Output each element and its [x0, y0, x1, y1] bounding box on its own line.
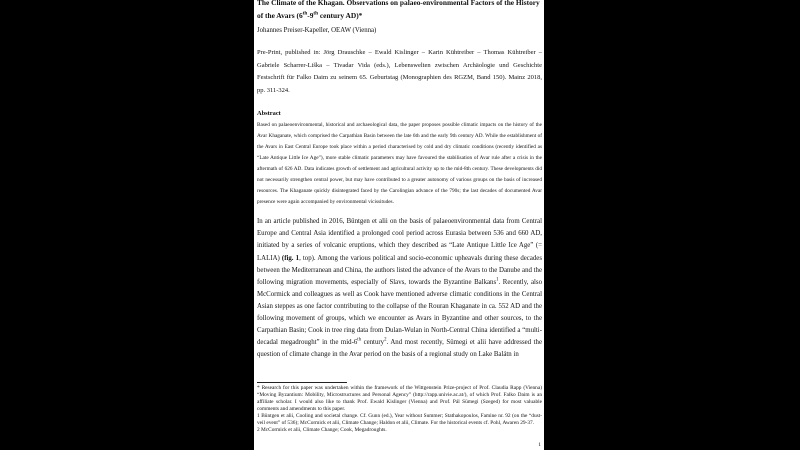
- figure-reference: (fig. 1: [281, 254, 300, 262]
- footnote: 1 Büntgen et alii, Cooling and societal change. Cf. Gunn (ed.), Year without Summer; Stathakopoulos, Famine nr. 92 (on the “dust-veil event” of 536); McCormick et alii, Climate Change; Haldon et alii, Climate. For the historical events cf. Pohl, Awaren 29-37.: [257, 413, 542, 427]
- footnote: * Research for this paper was undertaken within the framework of the Wittgenstein Prize-project of Prof. Claudia Rapp (Vienna) “Moving Byzantium: Mobility, Microstructures and Personal Agency” (http://rapp.univie.ac.at/), of which Prof. Falko Daim is an affiliate scholar. I would also like to thank Prof. Ewald Kislinger (Vienna) and Prof. Pál Sümegi (Szeged) for most valuable comments and amendments to this paper.: [257, 385, 542, 413]
- author-line: Johannes Preiser-Kapeller, OEAW (Vienna): [257, 27, 377, 34]
- footnote-divider: [257, 382, 347, 383]
- abstract-text: Based on palaeoenvironmental, historical and archaeological data, the paper proposes possible climatic impacts on the history of the Avar Khaganate, which comprised the Carpathian Basin between the late 6th and the early 9th century AD. While the establishment of the Avars in East Central Europe took place within a period characterised by cold and dry climatic conditions (recently identified as “Late Antique Little Ice Age”), more stable climatic parameters may have favoured the stabilisation of Avar rule after a crisis in the aftermath of 626 AD. Data indicates growth of settlement and agricultural activity up to the mid-8th century. These developments did not necessarily strengthen central power, but may have contributed to a greater autonomy of various groups on the basis of increased resources. The Khaganate quickly disintegrated faced by the Carolingian advance of the 790s; the last decades of documented Avar presence were again accompanied by environmental vicissitudes.: [257, 122, 542, 206]
- body-paragraph: In an article published in 2016, Büntgen et alii on the basis of palaeoenvironmental data from Central Europe and Central Asia identified a prolonged cool period across Eurasia between 536 and 660 AD, initiated by a series of volcanic eruptions, which they described as “Late Antique Little Ice Age” (= LALIA) (fig. 1, top). Among the various political and socio-economic upheavals during these decades between the Mediterranean and China, the authors listed the advance of the Avars to the Danube and the following migration movements, especially of Slavs, towards the Byzantine Balkans$^1$. Recently, also McCormick and colleagues as well as Cook have mentioned adverse climatic conditions in the Central Asian steppes as one factor contributing to the collapse of the Rouran Khaganate in ca. 552 AD and the following movement of groups, which we encounter as Avars in Byzantine and other sources, to the Carpathian Basin; Cook in tree ring data from Dulan-Wulan in North-Central China identified a “multi-decadal megadrought” in the mid-6th century$^2$. And most recently, Sümegi et alii have addressed the question of climate change in the Avar period on the basis of a regional study on Lake Balátn in: [257, 218, 543, 358]
- footnote-marker: 2: [384, 337, 387, 343]
- paper-title: The Climate of the Khagan. Observations on palaeo-environmental Factors of the History of the Avars (6th-9th century AD)*: [257, 0, 540, 20]
- footnote: 2 McCormick et alii, Climate Change; Cook, Megadroughts.: [257, 427, 387, 434]
- preprint-citation: Pre-Print, published in: Jörg Drauschke – Ewald Kislinger – Karin Kühtreiber – Thomas Kühtreiber – Gabriele Scharrer-Liška – Tivadar Vida (eds.), Lebenswelten zwischen Archäologie und Geschichte Festschrift für Falko Daim zu seinem 65. Geburtstag (Monographien des RGZM, Band 150). Mainz 2018, pp. 311-324.: [257, 49, 542, 94]
- footnotes: [257, 385, 542, 434]
- document-page: [254, 0, 544, 450]
- page-number: 1: [538, 442, 541, 448]
- abstract-heading: Abstract: [257, 110, 281, 117]
- footnote-marker: 1: [496, 277, 499, 283]
